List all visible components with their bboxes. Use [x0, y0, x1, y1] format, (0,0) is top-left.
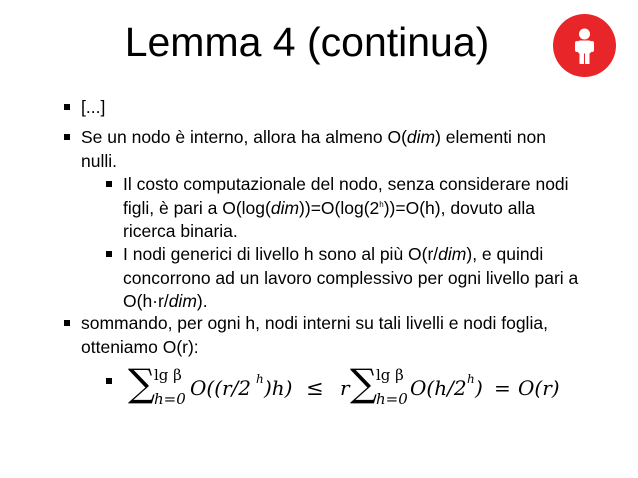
- summation-sign: ∑: [128, 361, 156, 405]
- bullet-text: [...]: [81, 97, 106, 117]
- bullet-text: sommando, per ogni h, nodi interni su tali livelli e nodi foglia, otteniamo O(r):: [81, 313, 548, 357]
- subbullet-marker: [106, 378, 112, 384]
- subbullet-text: ).: [196, 291, 208, 311]
- subbullet-text: Il costo computazionale del nodo, senza considerare nodi figli, è pari a O(log(: [123, 174, 569, 218]
- sum-upper-limit: lg β: [154, 366, 182, 384]
- person-icon: [553, 14, 616, 77]
- subbullet-item: [123, 243, 583, 314]
- slide-title: Lemma 4 (continua): [124, 19, 490, 65]
- bullet-marker: [64, 134, 70, 140]
- bullet-item: [81, 312, 571, 359]
- bullet-text: Se un nodo è interno, allora ha almeno O(: [81, 127, 407, 147]
- subbullet-item: [123, 173, 588, 244]
- bullet-marker: [64, 104, 70, 110]
- person-badge: [553, 14, 616, 77]
- subbullet-text: ))=O(log(2: [299, 197, 380, 218]
- subbullet-text: ))=O(h), dovuto alla ricerca binaria.: [123, 197, 535, 241]
- subbullet-emphasis: dim: [168, 291, 197, 311]
- superscript: h: [379, 199, 384, 209]
- subbullet-text: ), e quindi concorrono ad un lavoro complessivo per ogni livello pari a O(h·r/: [123, 244, 579, 311]
- summation-sign: ∑: [350, 361, 378, 405]
- bullet-item: [81, 96, 581, 120]
- sum-lower-limit: h=0: [376, 390, 408, 408]
- formula-term: ): [475, 376, 483, 400]
- subbullet-emphasis: dim: [270, 197, 300, 218]
- formula-term: r: [340, 376, 350, 400]
- equals-symbol: =: [494, 376, 511, 400]
- formula-term: )h): [264, 376, 293, 400]
- bullet-marker: [64, 320, 70, 326]
- bullet-item: [81, 126, 581, 173]
- formula-superscript: h: [467, 372, 475, 386]
- sum-lower-limit: h=0: [154, 390, 186, 408]
- formula-term: O(h/2: [410, 376, 467, 400]
- bullet-text: ) elementi non nulli.: [81, 127, 547, 171]
- bullet-emphasis: dim: [406, 127, 436, 147]
- subbullet-marker: [106, 251, 112, 257]
- subbullet-emphasis: dim: [438, 244, 467, 264]
- formula-superscript: h: [256, 372, 264, 386]
- sum-upper-limit: lg β: [376, 366, 404, 384]
- leq-symbol: ≤: [306, 376, 324, 400]
- formula-result: O(r): [518, 376, 560, 400]
- subbullet-text: I nodi generici di livello h sono al più O(r/: [123, 244, 439, 264]
- subbullet-marker: [106, 181, 112, 187]
- formula-term: O((r/2: [190, 376, 252, 400]
- summation-formula: [120, 361, 590, 416]
